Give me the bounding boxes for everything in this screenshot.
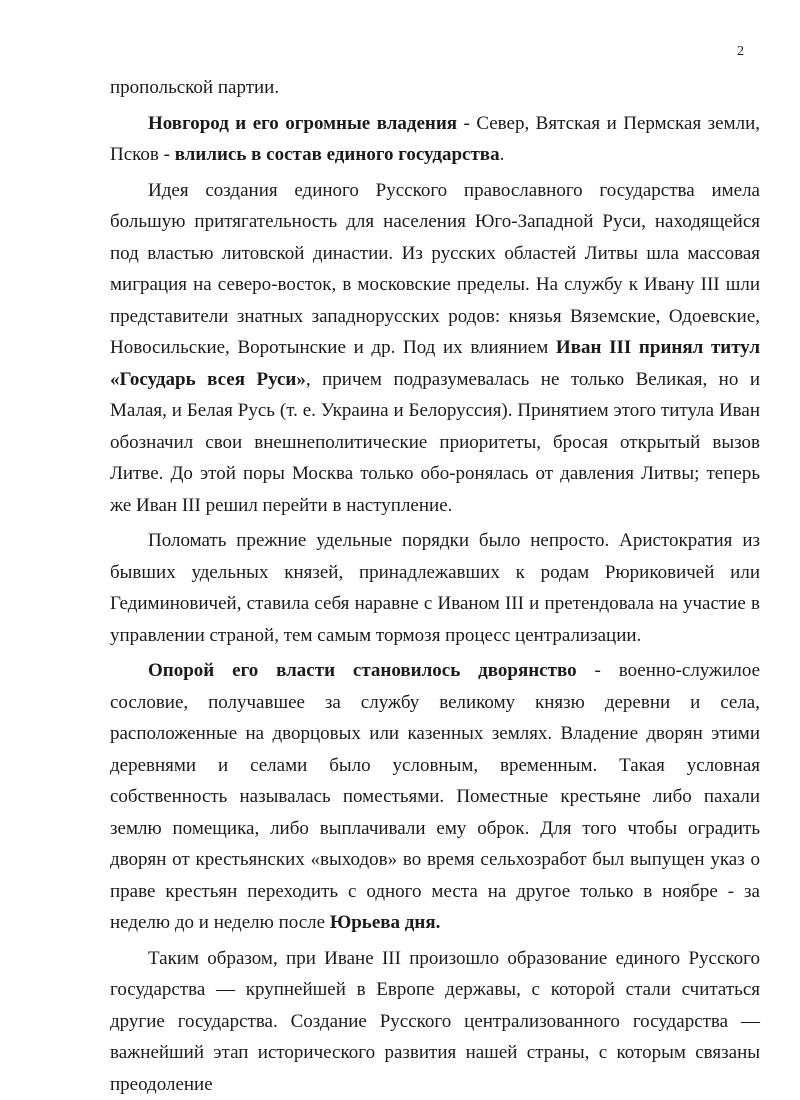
text-run: Таким образом, при Иване III произошло образование единого Русского государства — крупнейшей в Европе державы, с которой стали считаться другие государства. Создание Русского централизованного государства — важнейший этап исторического развития нашей страны, с которым связаны преодоление <box>110 948 760 1095</box>
page-number: 2 <box>737 44 744 60</box>
text-run: пропольской партии. <box>110 77 279 98</box>
document-body <box>110 72 760 1100</box>
text-run: Идея создания единого Русского православного государства имела большую притягательность для населения Юго-Западной Руси, находящейся под властью литовской династии. Из русских областей Литвы шла массовая миграция на северо-восток, в московские пределы. На службу к Ивану III шли представители знатных западнорусских родов: князья Вяземские, Одоевские, Новосильские, Воротынские и др. Под их влиянием <box>110 180 760 359</box>
text-run: - военно-служилое сословие, получавшее за службу великому князю деревни и села, расположенные на дворцовых или казенных землях. Владение дворян этими деревнями и селами было условным, временным. Такая условная собственность называлась поместьями. Поместные крестьяне либо пахали землю помещика, либо выплачивали ему оброк. Для того чтобы оградить дворян от крестьянских «выходов» во время сельхозработ был выпущен указ о праве крестьян переходить с одного места на другое только в ноябре - за неделю до и неделю после <box>110 660 760 933</box>
bold-text-run: Иван III принял титул «Государь всея Руси» <box>110 337 760 390</box>
bold-text-run: Опорой его власти становилось дворянство <box>148 660 577 681</box>
bold-text-run: влились в состав единого государства <box>175 144 500 165</box>
paragraph <box>110 655 760 939</box>
paragraph <box>110 72 760 104</box>
bold-text-run: Новгород и его огромные владения <box>148 113 457 134</box>
text-run: Поломать прежние удельные порядки было непросто. Аристократия из бывших удельных князей, принадлежавших к родам Рюриковичей или Гедиминовичей, ставила себя наравне с Иваном III и претендовала на участие в управлении страной, тем самым тормозя процесс централизации. <box>110 530 760 646</box>
paragraph <box>110 108 760 171</box>
text-run: - Север, Вятская и Пермская земли, Псков - <box>110 113 760 166</box>
bold-text-run: Юрьева дня. <box>330 912 441 933</box>
text-run: . <box>500 144 505 165</box>
paragraph <box>110 525 760 651</box>
paragraph <box>110 175 760 522</box>
paragraph <box>110 943 760 1100</box>
text-run: , причем подразумевалась не только Великая, но и Малая, и Белая Русь (т. е. Украина и Белоруссия). Принятием этого титула Иван обозначил свои внешнеполитические приоритеты, бросая открытый вызов Литве. До этой поры Москва только обо-ронялась от давления Литвы; теперь же Иван III решил перейти в наступление. <box>110 369 760 516</box>
